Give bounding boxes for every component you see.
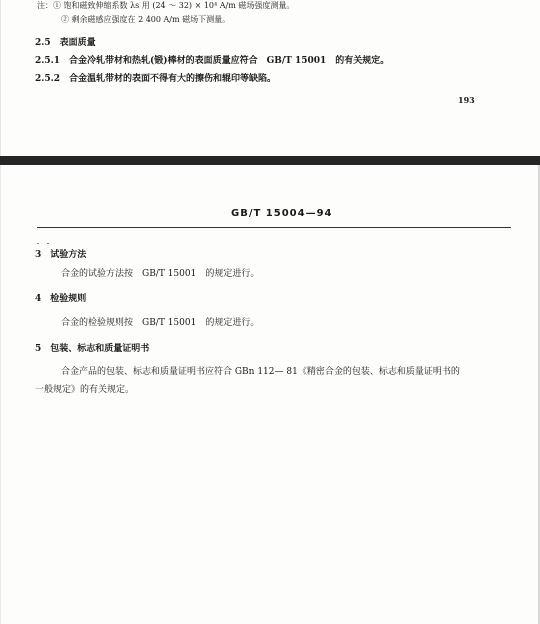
header-rule (37, 227, 511, 228)
section-4-title: 4 检验规则 (35, 294, 87, 304)
standard-code-header: GB/T 15004—94 (231, 208, 333, 219)
note-line-1: 注：① 饱和磁致伸缩系数 λs 用 (24 ～ 32) × 10⁴ A/m 磁场强度测量。 (37, 1, 295, 10)
section-3-title: 3 试验方法 (35, 250, 87, 260)
current-page (0, 165, 540, 624)
page-number: 193 (458, 95, 475, 105)
page-separator (0, 156, 540, 165)
note-line-2: ② 剩余磁感应强度在 2 400 A/m 磁场下测量。 (61, 15, 231, 24)
section-4-text: 合金的检验规则按 GB/T 15001 的规定进行。 (61, 318, 260, 328)
scan-speck (47, 243, 49, 244)
section-5-text-line-2: 一般规定》的有关规定。 (35, 385, 135, 395)
section-5-title: 5 包装、标志和质量证明书 (35, 344, 150, 354)
previous-page (0, 0, 540, 156)
section-2-5-heading: 2.5 表面质量 (35, 38, 96, 48)
section-2-5-1: 2.5.1 合金冷轧带材和热轧(锻)棒材的表面质量应符合 GB/T 15001 的有关规定。 (35, 56, 390, 66)
section-2-5-2: 2.5.2 合金温轧带材的表面不得有大的擦伤和辊印等缺陷。 (35, 74, 277, 84)
section-3-text: 合金的试验方法按 GB/T 15001 的规定进行。 (61, 269, 260, 279)
section-5-text-line-1: 合金产品的包装、标志和质量证明书应符合 GBn 112— 81《精密合金的包装、标志和质量证明书的 (61, 367, 460, 377)
scan-speck (37, 243, 39, 244)
